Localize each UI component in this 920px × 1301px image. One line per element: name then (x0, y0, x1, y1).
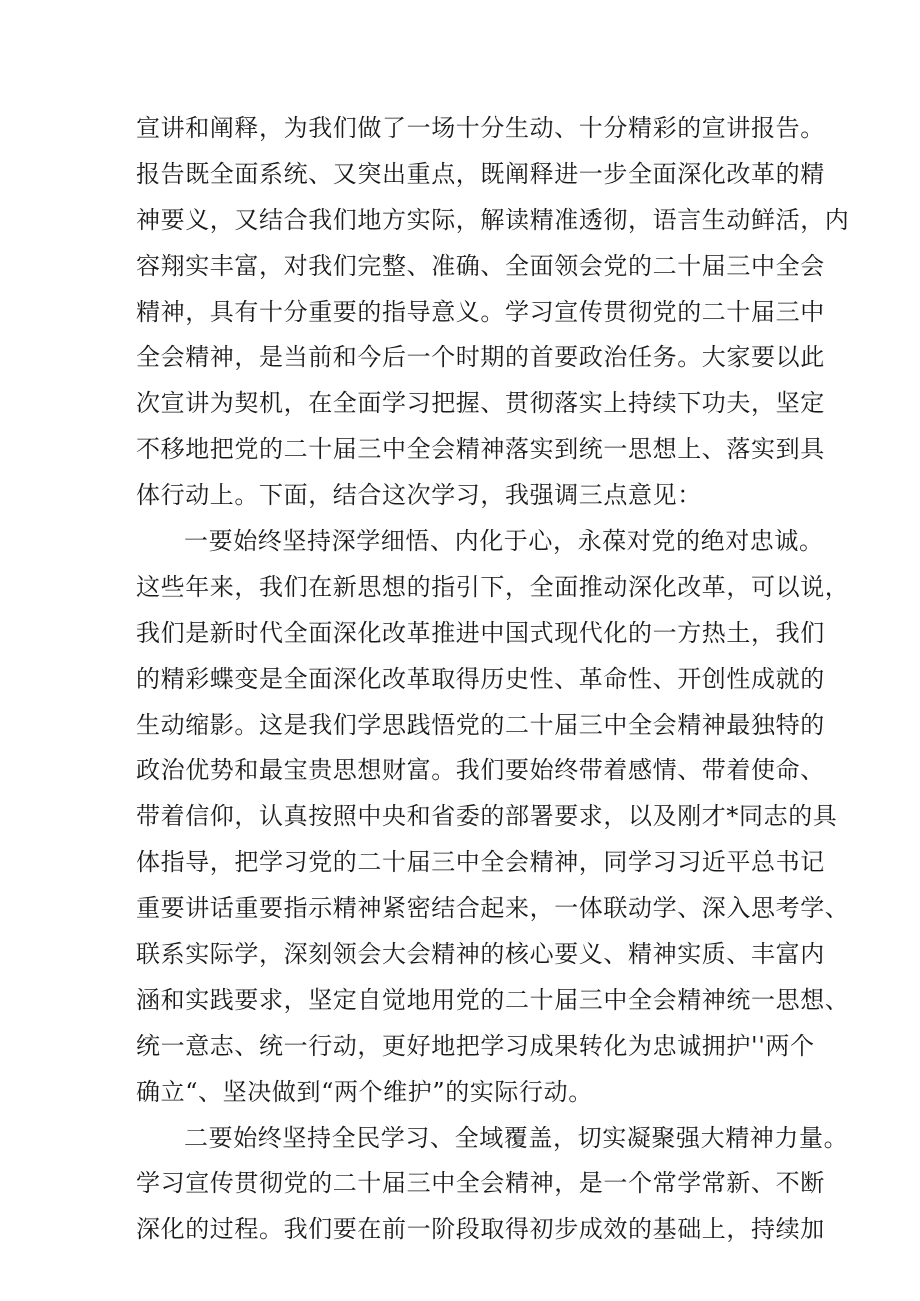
text-line: 宣讲和阐释，为我们做了一场十分生动、十分精彩的宣讲报告。 (136, 114, 825, 142)
text-line: 次宣讲为契机，在全面学习把握、贯彻落实上持续下功夫，坚定 (136, 389, 825, 418)
body-text (136, 106, 850, 1253)
text-line: 确立“、坚决做到“两个维护”的实际行动。 (136, 1077, 593, 1106)
text-line: 神要义，又结合我们地方实际，解读精准透彻，语言生动鲜活，内 (136, 205, 850, 234)
text-line: 不移地把党的二十届三中全会精神落实到统一思想上、落实到具 (136, 435, 825, 464)
text-line: 的精彩蝶变是全面深化改革取得历史性、革命性、开创性成就的 (136, 664, 825, 693)
text-line: 统一意志、统一行动，更好地把学习成果转化为忠诚拥护''两个 (136, 1031, 815, 1060)
text-line: 这些年来，我们在新思想的指引下，全面推动深化改革，可以说， (136, 572, 850, 601)
text-line: 生动缩影。这是我们学思践悟党的二十届三中全会精神最独特的 (136, 710, 825, 739)
text-line: 重要讲话重要指示精神紧密结合起来，一体联动学、深入思考学、 (136, 894, 850, 923)
paragraph-heading-2: 二要始终坚持全民学习、全域覆盖，切实凝聚强大精神力量。 (184, 1123, 849, 1152)
text-line: 涵和实践要求，坚定自觉地用党的二十届三中全会精神统一思想、 (136, 985, 850, 1014)
text-line: 容翔实丰富，对我们完整、准确、全面领会党的二十届三中全会 (136, 251, 825, 280)
text-line: 报告既全面系统、又突出重点，既阐释进一步全面深化改革的精 (136, 159, 825, 188)
text-line: 学习宣传贯彻党的二十届三中全会精神，是一个常学常新、不断 (136, 1169, 825, 1198)
text-line: 全会精神，是当前和今后一个时期的首要政治任务。大家要以此 (136, 343, 825, 372)
text-line: 深化的过程。我们要在前一阶段取得初步成效的基础上，持续加 (136, 1215, 825, 1244)
text-line: 带着信仰，认真按照中央和省委的部署要求，以及刚才*同志的具 (136, 802, 838, 831)
text-line: 我们是新时代全面深化改革推进中国式现代化的一方热土，我们 (136, 618, 825, 647)
text-line: 体指导，把学习党的二十届三中全会精神，同学习习近平总书记 (136, 848, 825, 877)
text-line: 联系实际学，深刻领会大会精神的核心要义、精神实质、丰富内 (136, 940, 825, 969)
text-line: 体行动上。下面，结合这次学习，我强调三点意见： (136, 481, 702, 510)
text-line: 精神，具有十分重要的指导意义。学习宣传贯彻党的二十届三中 (136, 297, 825, 326)
text-line: 政治优势和最宝贵思想财富。我们要始终带着感情、带着使命、 (136, 756, 825, 785)
paragraph-heading-1: 一要始终坚持深学细悟、内化于心，永葆对党的绝对忠诚。 (184, 527, 824, 556)
